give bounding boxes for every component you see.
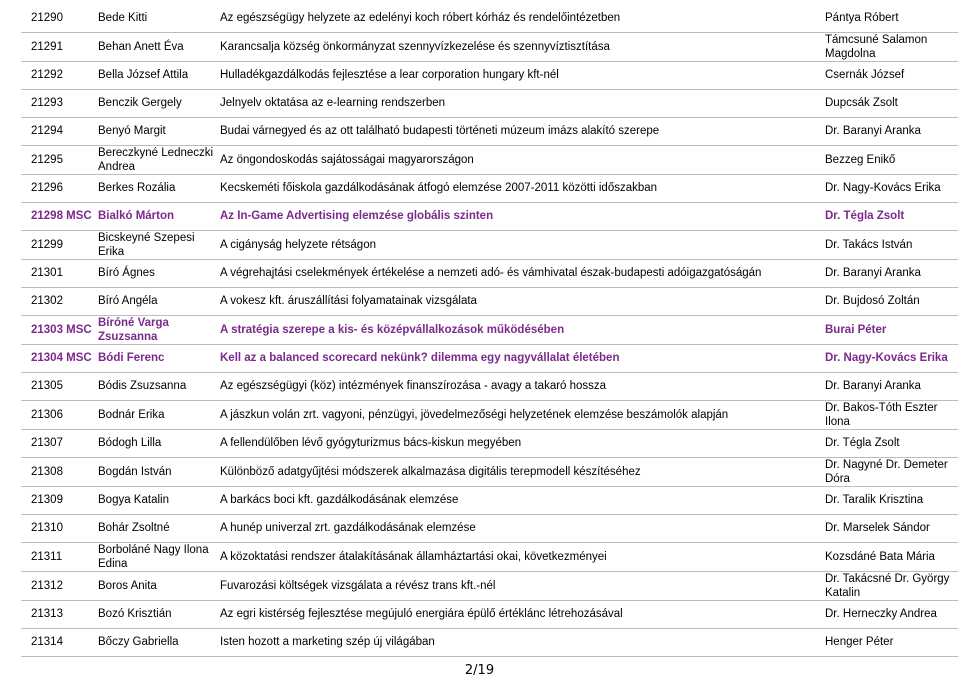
name-cell: Bialkó Márton — [96, 202, 218, 230]
page-number: 2/19 — [464, 663, 495, 678]
advisor-cell: Dr. Tégla Zsolt — [823, 429, 958, 457]
id-cell: 21310 — [21, 514, 96, 542]
advisor-cell: Dr. Bakos-Tóth Eszter Ilona — [823, 400, 958, 429]
id-cell: 21296 — [21, 174, 96, 202]
title-cell: Jelnyelv oktatása az e-learning rendszerben — [218, 89, 823, 117]
id-cell: 21313 — [21, 600, 96, 628]
advisor-cell: Dr. Takács István — [823, 230, 958, 259]
name-cell: Bódogh Lilla — [96, 429, 218, 457]
id-cell: 21309 — [21, 486, 96, 514]
title-cell: A jászkun volán zrt. vagyoni, pénzügyi, jövedelmezőségi helyzetének elemzése beszámolók alapján — [218, 400, 823, 429]
table-row — [21, 174, 958, 202]
title-cell: A vokesz kft. áruszállítási folyamatainak vizsgálata — [218, 287, 823, 315]
id-cell: 21294 — [21, 117, 96, 145]
table-row — [21, 429, 958, 457]
advisor-cell: Dr. Marselek Sándor — [823, 514, 958, 542]
table-row — [21, 259, 958, 287]
title-cell: Az egészségügyi (köz) intézmények finanszírozása - avagy a takaró hossza — [218, 372, 823, 400]
title-cell: Kell az a balanced scorecard nekünk? dilemma egy nagyvállalat életében — [218, 344, 823, 372]
table-row — [21, 457, 958, 486]
title-cell: Budai várnegyed és az ott található budapesti történeti múzeum imázs alakító szerepe — [218, 117, 823, 145]
id-cell: 21292 — [21, 61, 96, 89]
advisor-cell: Dr. Nagy-Kovács Erika — [823, 174, 958, 202]
table-row — [21, 600, 958, 628]
advisor-cell: Dr. Nagy-Kovács Erika — [823, 344, 958, 372]
title-cell: A fellendülőben lévő gyógyturizmus bács-kiskun megyében — [218, 429, 823, 457]
name-cell: Bogya Katalin — [96, 486, 218, 514]
title-cell: Isten hozott a marketing szép új világában — [218, 628, 823, 656]
name-cell: Benyó Margit — [96, 117, 218, 145]
advisor-cell: Kozsdáné Bata Mária — [823, 542, 958, 571]
advisor-cell: Dr. Herneczky Andrea — [823, 600, 958, 628]
advisor-cell: Dr. Bujdosó Zoltán — [823, 287, 958, 315]
id-cell: 21307 — [21, 429, 96, 457]
name-cell: Bogdán István — [96, 457, 218, 486]
thesis-table — [21, 4, 958, 657]
advisor-cell: Dr. Baranyi Aranka — [823, 117, 958, 145]
title-cell: A barkács boci kft. gazdálkodásának elemzése — [218, 486, 823, 514]
title-cell: Az egészségügy helyzete az edelényi koch róbert kórház és rendelőintézetben — [218, 4, 823, 32]
id-cell: 21302 — [21, 287, 96, 315]
title-cell: Különböző adatgyűjtési módszerek alkalmazása digitális terepmodell készítéséhez — [218, 457, 823, 486]
table-row — [21, 486, 958, 514]
title-cell: A hunép univerzal zrt. gazdálkodásának elemzése — [218, 514, 823, 542]
id-cell: 21290 — [21, 4, 96, 32]
table-row — [21, 4, 958, 32]
title-cell: A cigányság helyzete rétságon — [218, 230, 823, 259]
title-cell: Hulladékgazdálkodás fejlesztése a lear corporation hungary kft-nél — [218, 61, 823, 89]
title-cell: Fuvarozási költségek vizsgálata a révész trans kft.-nél — [218, 571, 823, 600]
id-cell: 21308 — [21, 457, 96, 486]
name-cell: Benczik Gergely — [96, 89, 218, 117]
title-cell: Kecskeméti főiskola gazdálkodásának átfogó elemzése 2007-2011 közötti időszakban — [218, 174, 823, 202]
advisor-cell: Dr. Takácsné Dr. György Katalin — [823, 571, 958, 600]
table-row — [21, 89, 958, 117]
id-cell: 21298 MSC — [21, 202, 96, 230]
name-cell: Bede Kitti — [96, 4, 218, 32]
advisor-cell: Dr. Nagyné Dr. Demeter Dóra — [823, 457, 958, 486]
table-row — [21, 542, 958, 571]
advisor-cell: Pántya Róbert — [823, 4, 958, 32]
name-cell: Borboláné Nagy Ilona Edina — [96, 542, 218, 571]
name-cell: Bereczkyné Ledneczki Andrea — [96, 145, 218, 174]
name-cell: Bohár Zsoltné — [96, 514, 218, 542]
id-cell: 21305 — [21, 372, 96, 400]
id-cell: 21291 — [21, 32, 96, 61]
table-row — [21, 117, 958, 145]
name-cell: Bíróné Varga Zsuzsanna — [96, 315, 218, 344]
name-cell: Bíró Ágnes — [96, 259, 218, 287]
id-cell: 21311 — [21, 542, 96, 571]
table-row — [21, 628, 958, 656]
title-cell: Az egri kistérség fejlesztése megújuló energiára épülő értéklánc létrehozásával — [218, 600, 823, 628]
id-cell: 21303 MSC — [21, 315, 96, 344]
id-cell: 21295 — [21, 145, 96, 174]
thesis-table-body — [21, 4, 958, 656]
name-cell: Bodnár Erika — [96, 400, 218, 429]
title-cell: A közoktatási rendszer átalakításának államháztartási okai, következményei — [218, 542, 823, 571]
table-row — [21, 571, 958, 600]
table-row — [21, 514, 958, 542]
table-row — [21, 145, 958, 174]
name-cell: Bella József Attila — [96, 61, 218, 89]
name-cell: Behan Anett Éva — [96, 32, 218, 61]
table-row — [21, 315, 958, 344]
table-row — [21, 32, 958, 61]
table-row — [21, 61, 958, 89]
name-cell: Bozó Krisztián — [96, 600, 218, 628]
name-cell: Berkes Rozália — [96, 174, 218, 202]
title-cell: A stratégia szerepe a kis- és középvállalkozások működésében — [218, 315, 823, 344]
advisor-cell: Csernák József — [823, 61, 958, 89]
advisor-cell: Dupcsák Zsolt — [823, 89, 958, 117]
name-cell: Bíró Angéla — [96, 287, 218, 315]
advisor-cell: Burai Péter — [823, 315, 958, 344]
title-cell: Az In-Game Advertising elemzése globális szinten — [218, 202, 823, 230]
table-row — [21, 400, 958, 429]
title-cell: A végrehajtási cselekmények értékelése a nemzeti adó- és vámhivatal észak-budapesti adóigazgatóságán — [218, 259, 823, 287]
id-cell: 21304 MSC — [21, 344, 96, 372]
table-row — [21, 287, 958, 315]
id-cell: 21312 — [21, 571, 96, 600]
name-cell: Bicskeyné Szepesi Erika — [96, 230, 218, 259]
id-cell: 21299 — [21, 230, 96, 259]
table-row — [21, 372, 958, 400]
advisor-cell: Dr. Tégla Zsolt — [823, 202, 958, 230]
name-cell: Bódi Ferenc — [96, 344, 218, 372]
name-cell: Bódis Zsuzsanna — [96, 372, 218, 400]
table-row — [21, 344, 958, 372]
id-cell: 21301 — [21, 259, 96, 287]
title-cell: Karancsalja község önkormányzat szennyvízkezelése és szennyvíztisztítása — [218, 32, 823, 61]
advisor-cell: Bezzeg Enikő — [823, 145, 958, 174]
id-cell: 21293 — [21, 89, 96, 117]
advisor-cell: Dr. Baranyi Aranka — [823, 372, 958, 400]
table-row — [21, 230, 958, 259]
title-cell: Az öngondoskodás sajátosságai magyarországon — [218, 145, 823, 174]
advisor-cell: Dr. Baranyi Aranka — [823, 259, 958, 287]
advisor-cell: Henger Péter — [823, 628, 958, 656]
advisor-cell: Dr. Taralik Krisztina — [823, 486, 958, 514]
name-cell: Bőczy Gabriella — [96, 628, 218, 656]
advisor-cell: Támcsuné Salamon Magdolna — [823, 32, 958, 61]
name-cell: Boros Anita — [96, 571, 218, 600]
table-row — [21, 202, 958, 230]
id-cell: 21306 — [21, 400, 96, 429]
id-cell: 21314 — [21, 628, 96, 656]
